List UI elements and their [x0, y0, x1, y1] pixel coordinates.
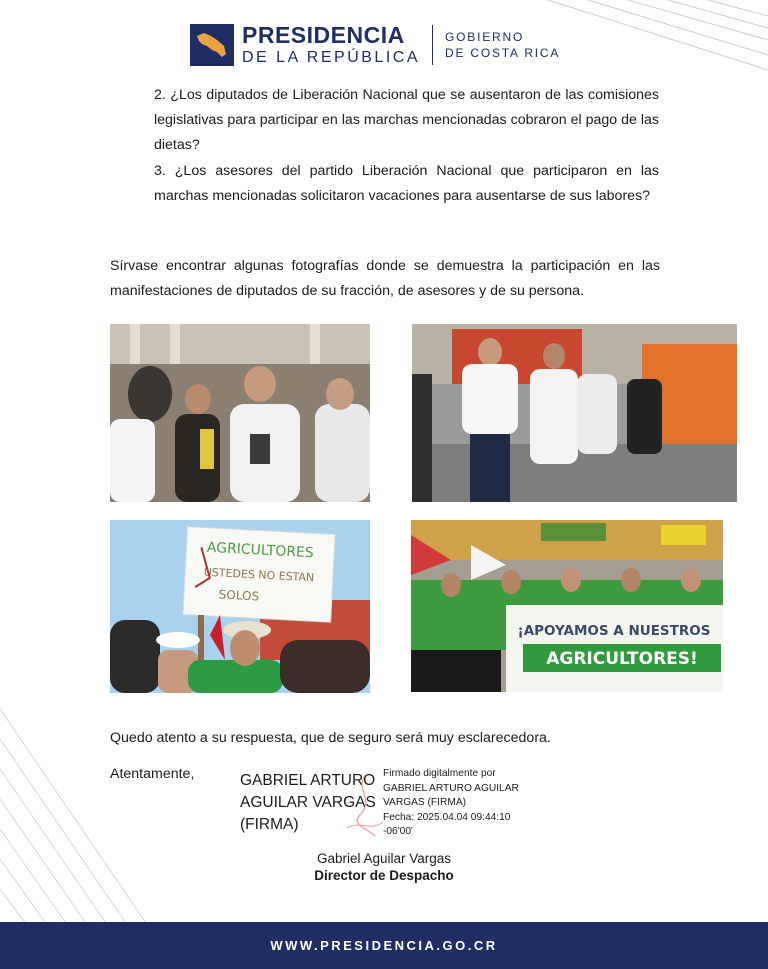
letterhead — [190, 22, 560, 68]
protest-photo-2 — [412, 324, 737, 502]
protest-photo-3 — [110, 520, 370, 693]
protest-photo-4 — [411, 520, 723, 692]
gov-line-1: GOBIERNO — [445, 29, 525, 44]
digital-line-3: VARGAS (FIRMA) — [383, 797, 467, 808]
digital-line-2: GABRIEL ARTURO AGUILAR — [383, 782, 519, 794]
signer-name-line-1: GABRIEL ARTURO — [240, 772, 376, 789]
sign-line-1: AGRICULTORES — [206, 539, 315, 562]
banner-line-1: ¡APOYAMOS A NUESTROS — [517, 623, 711, 639]
header-divider — [432, 25, 433, 65]
sign-line-3: SOLOS — [218, 587, 260, 604]
sign-line-2: USTEDES NO ESTAN — [203, 565, 315, 585]
question-2: 2. ¿Los diputados de Liberación Nacional que se ausentaron de las comisiones legislativas para participar en las marchas mencionadas cobraron el pago de las dietas? — [154, 87, 659, 153]
digital-line-4: Fecha: 2025.04.04 09:44:10 — [383, 811, 511, 823]
costa-rica-map-logo — [190, 24, 234, 66]
org-subtitle: DE LA REPÚBLICA — [242, 49, 420, 66]
protest-photo-1 — [110, 324, 370, 502]
digital-line-5: -06'00' — [383, 826, 413, 837]
typed-signer-role: Director de Despacho — [314, 868, 454, 883]
signer-name-line-2: AGUILAR VARGAS — [240, 794, 376, 811]
org-title: PRESIDENCIA — [242, 22, 405, 48]
regards: Atentamente, — [110, 766, 195, 782]
closing-sentence: Quedo atento a su respuesta, que de seguro será muy esclarecedora. — [110, 730, 551, 746]
costa-rica-map-icon — [195, 30, 229, 60]
banner-line-2: AGRICULTORES! — [546, 649, 698, 669]
footer-url: WWW.PRESIDENCIA.GO.CR — [270, 938, 498, 953]
footer-bar — [0, 922, 768, 969]
digital-line-1: Firmado digitalmente por — [383, 768, 496, 779]
typed-signer-name: Gabriel Aguilar Vargas — [316, 851, 452, 866]
intro-paragraph: Sírvase encontrar algunas fotografías donde se demuestra la participación en las manifestaciones de diputados de su fracción, de asesores y de su persona. — [110, 258, 660, 299]
digital-signature-details — [383, 767, 533, 840]
question-3: 3. ¿Los asesores del partido Liberación Nacional que participaron en las marchas mencionadas solicitaron vacaciones para ausentarse de sus labores? — [154, 163, 659, 204]
signer-name-line-3: (FIRMA) — [240, 816, 299, 833]
gov-line-2: DE COSTA RICA — [445, 46, 561, 60]
